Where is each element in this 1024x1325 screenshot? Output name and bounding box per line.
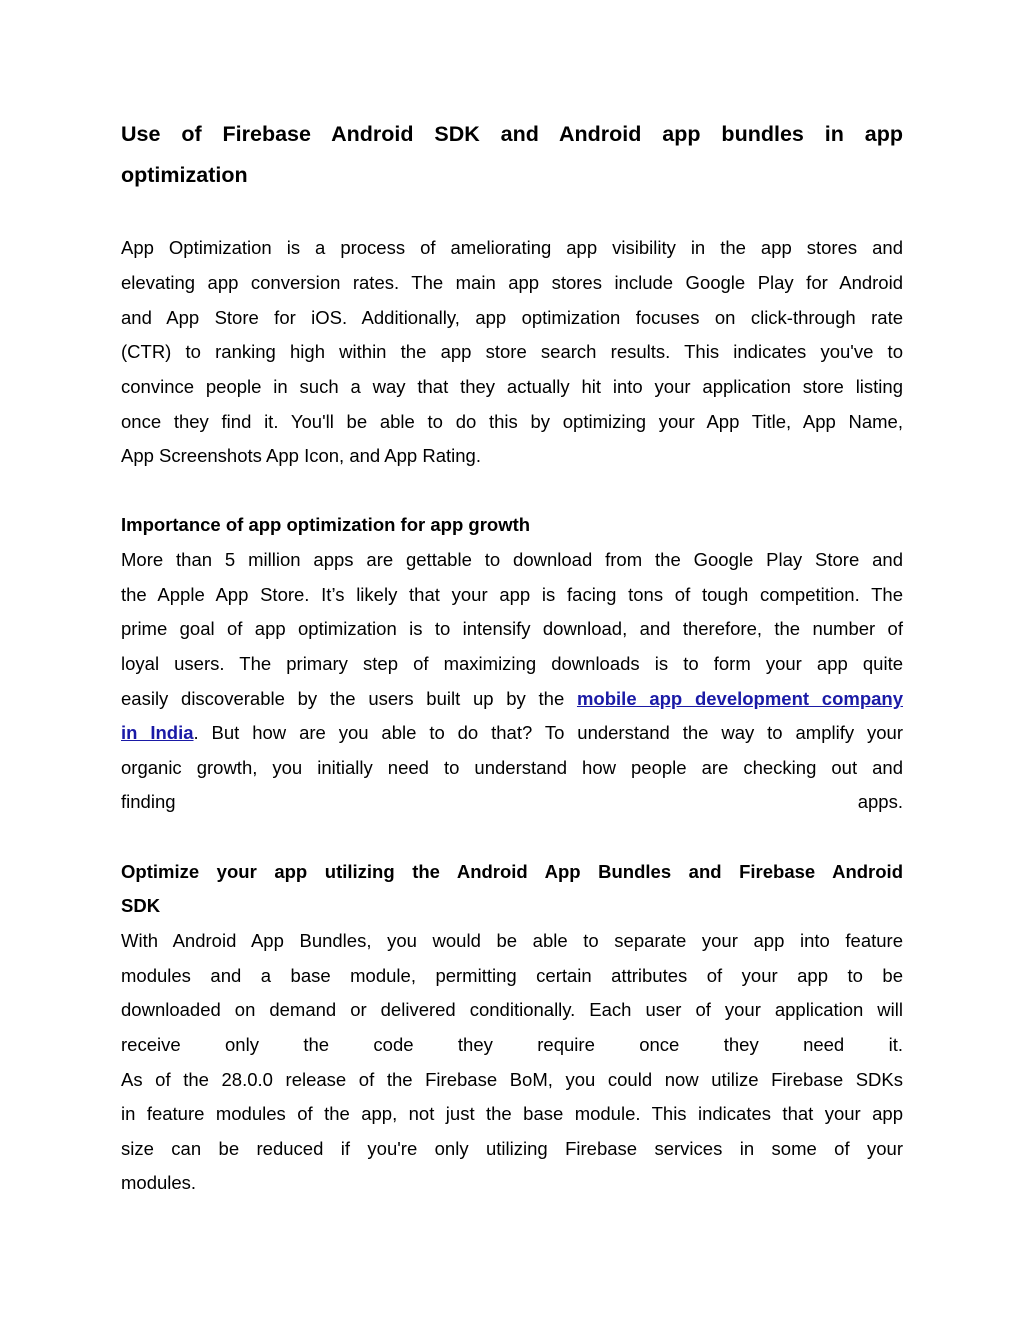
document-title-line-2: optimization — [121, 163, 248, 187]
paragraph-line: With Android App Bundles, you would be able to separate your app into feature — [121, 930, 903, 951]
line-text: apps. — [857, 791, 903, 812]
paragraph-line-with-link — [121, 721, 903, 745]
line-text: easily discoverable by the users built up by the — [121, 688, 577, 709]
paragraph-line: As of the 28.0.0 release of the Firebase BoM, you could now utilize Firebase SDKs — [121, 1069, 903, 1090]
paragraph-line-with-link — [121, 687, 903, 711]
paragraph-line: the Apple App Store. It’s likely that your app is facing tons of tough competition. The — [121, 584, 903, 605]
paragraph-line: App Optimization is a process of ameliorating app visibility in the app stores and — [121, 237, 903, 258]
paragraph-line: modules and a base module, permitting certain attributes of your app to be — [121, 965, 903, 986]
mobile-app-development-link-cont[interactable]: in India — [121, 722, 194, 743]
paragraph-line: prime goal of app optimization is to intensify download, and therefore, the number of — [121, 618, 903, 639]
paragraph-line: App Screenshots App Icon, and App Rating. — [121, 445, 481, 466]
paragraph-line: once they find it. You'll be able to do this by optimizing your App Title, App Name, — [121, 411, 903, 432]
paragraph-line: downloaded on demand or delivered conditionally. Each user of your application will — [121, 999, 903, 1020]
section-heading-importance: Importance of app optimization for app growth — [121, 514, 531, 535]
paragraph-line: in feature modules of the app, not just the base module. This indicates that your app — [121, 1103, 903, 1124]
section-heading-optimize: Optimize your app utilizing the Android App Bundles and Firebase Android — [121, 861, 903, 882]
paragraph-line: modules. — [121, 1172, 197, 1193]
section-heading-optimize-cont: SDK — [121, 895, 161, 916]
paragraph-line: size can be reduced if you're only utilizing Firebase services in some of your — [121, 1138, 903, 1159]
paragraph-line: convince people in such a way that they actually hit into your application store listing — [121, 376, 903, 397]
paragraph-line — [121, 790, 903, 814]
line-text: . But how are you able to do that? To understand the way to amplify your — [193, 722, 903, 743]
paragraph-line: elevating app conversion rates. The main app stores include Google Play for Android — [121, 272, 903, 293]
paragraph-line: and App Store for iOS. Additionally, app optimization focuses on click-through rate — [121, 307, 903, 328]
paragraph-line: loyal users. The primary step of maximizing downloads is to form your app quite — [121, 653, 903, 674]
document-title-line-1: Use of Firebase Android SDK and Android app bundles in app — [121, 122, 903, 146]
paragraph-line: organic growth, you initially need to understand how people are checking out and — [121, 757, 903, 778]
mobile-app-development-link[interactable]: mobile app development company — [576, 688, 903, 709]
paragraph-line: (CTR) to ranking high within the app store search results. This indicates you've to — [121, 341, 903, 362]
paragraph-line: receive only the code they require once they need it. — [121, 1034, 903, 1055]
line-text: finding — [121, 791, 176, 812]
paragraph-line: More than 5 million apps are gettable to download from the Google Play Store and — [121, 549, 903, 570]
